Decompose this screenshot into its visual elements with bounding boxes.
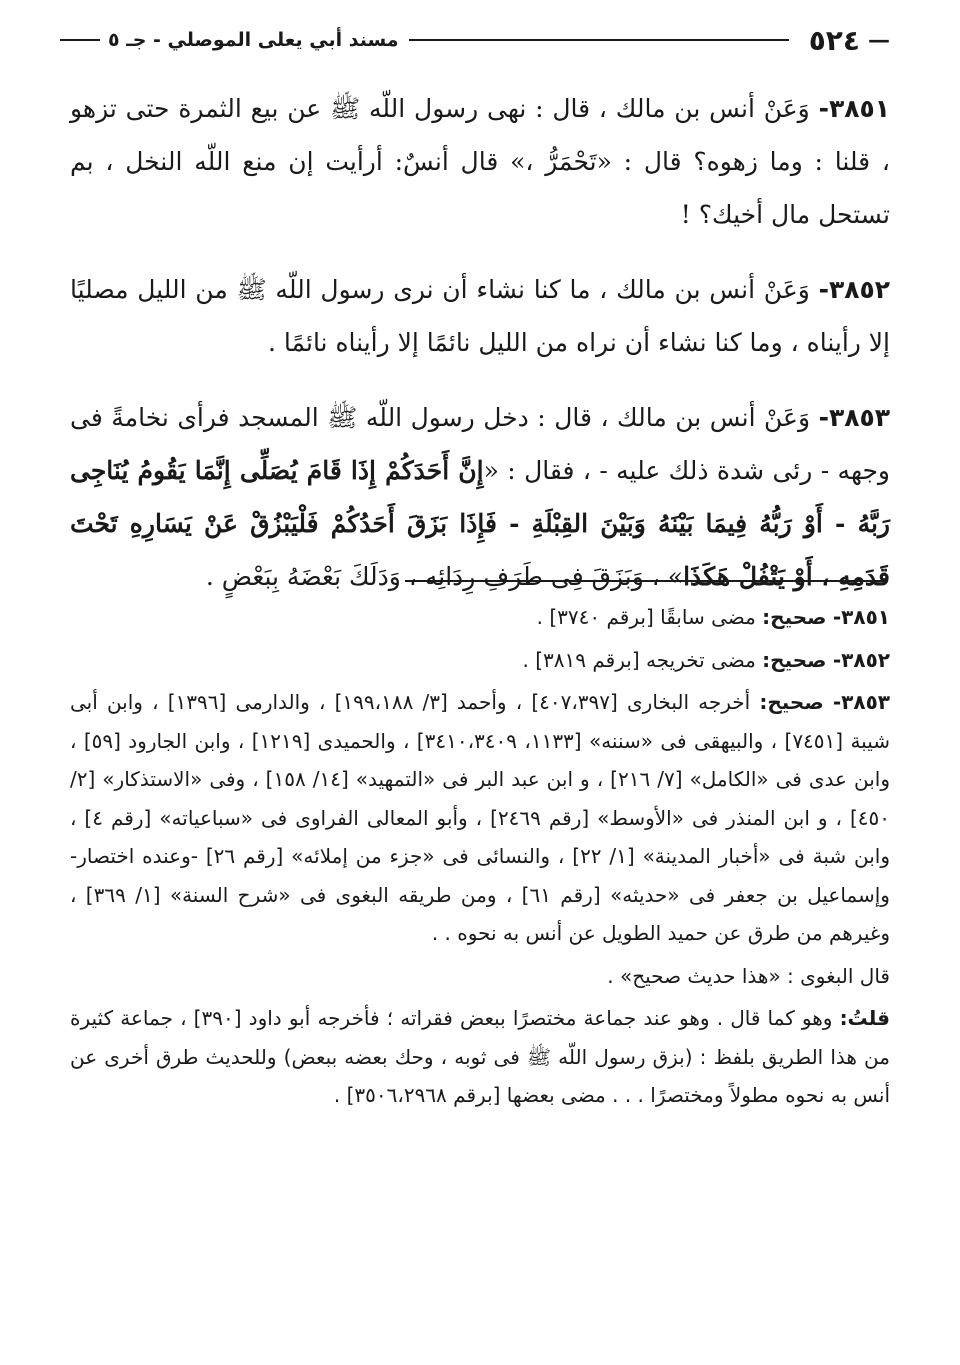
- footnote-separator: [405, 580, 885, 582]
- qultu-note: [70, 999, 890, 1115]
- hadith-number: ٣٨٥٣-: [818, 403, 890, 432]
- hadith-body: [70, 82, 890, 625]
- page-header: [60, 22, 890, 58]
- page-number: ٥٢٤: [808, 23, 860, 57]
- header-dash: —: [868, 27, 890, 53]
- footnote-3853: [70, 683, 890, 953]
- header-rule-end: [60, 39, 100, 41]
- footnote-number: ٣٨٥٢-: [832, 647, 890, 672]
- hadith-3852: [70, 263, 890, 369]
- footnote-text: أخرجه البخارى [٤٠٧،٣٩٧] ، وأحمد [٣/ ١٩٩،١٨٨] ، والدارمى [١٣٩٦] ، وابن أبى شيبة [٧٤٥١] ، والبيهقى فى «سننه» [١١٣٣، ٣٤١٠،٣٤٠٩] ، والحميدى [١٢١٩] ، وابن الجارود [٥٩] ، وابن عدى فى «الكامل» [٧/ ٢١٦] ، و ابن عبد البر فى «التمهيد» [١٤/ ١٥٨] ، وفى «الاستذكار» [٢/ ٤٥٠] ، و ابن المنذر فى «الأوسط» [رقم ٢٤٦٩] ، وأبو المعالى الفراوى فى «سباعياته» [رقم ٤] ، وابن شبة فى «أخبار المدينة» [١/ ٢٢] ، والنسائى فى «جزء من إملائه» [رقم ٢٦] -وعنده اختصار- وإسماعيل بن جعفر فى «حديثه» [رقم ٦١] ، ومن طريقه البغوى فى «شرح السنة» [١/ ٣٦٩] ، وغيرهم من طرق عن حميد الطويل عن أنس به نحوه . .: [70, 690, 890, 945]
- hadith-prophetic-quote: إِنَّ أَحَدَكُمْ إِذَا قَامَ يُصَلِّى إِنَّمَا يَقُومُ يُنَاجِى رَبَّهُ - أَوْ رَبُّهُ فِيمَا بَيْنَهُ وَبَيْنَ القِبْلَةِ - فَإِذَا بَزَقَ أَحَدُكُمْ فَلْيَبْزُقْ عَنْ يَسَارِهِ تَحْتَ قَدَمِهِ ، أَوْ يَتْفُلْ هَكَذَا: [70, 456, 890, 591]
- book-title: مسند أبي يعلى الموصلي - جـ ٥: [108, 29, 399, 51]
- footnote-number: ٣٨٥١-: [832, 605, 890, 629]
- footnote-number: ٣٨٥٣-: [832, 690, 890, 714]
- hadith-3851: [70, 82, 890, 241]
- hadith-text-before: وَعَنْ أنس بن مالك ، قال : دخل رسول اللّه ﷺ المسجد فرأى نخامةً فى وجهه - رئى شدة ذلك عليه - ، فقال : «: [70, 403, 890, 485]
- hadith-text: وَعَنْ أنس بن مالك ، قال : نهى رسول اللّه ﷺ عن بيع الثمرة حتى تزهو ، قلنا : وما زهوه؟ قال : «تَحْمَرُّ ،» قال أنسٌ: أرأيت إن منع اللّه النخل ، بم تستحل مال أخيك؟ !: [70, 94, 890, 229]
- hadith-text: وَعَنْ أنس بن مالك ، ما كنا نشاء أن نرى رسول اللّه ﷺ من الليل مصليًا إلا رأيناه ، وما كنا نشاء أن نراه من الليل نائمًا إلا رأيناه نائمًا .: [70, 275, 890, 357]
- footnote-3851: [70, 598, 890, 637]
- footnote-text: مضى سابقًا [برقم ٣٧٤٠] .: [536, 605, 756, 629]
- footnote-grade: صحيح:: [759, 690, 824, 714]
- hadith-number: ٣٨٥١-: [818, 94, 890, 123]
- hadith-text-after: » ، وَبَزَقَ فِى طَرَفِ رِدَائِه ، وَدَلَكَ بَعْضَهُ بِبَعْضٍ .: [205, 562, 684, 591]
- baghawi-note: قال البغوى : «هذا حديث صحيح» .: [607, 963, 890, 988]
- footnote-grade: صحيح:: [762, 605, 827, 629]
- footnote-text: مضى تخريجه [برقم ٣٨١٩] .: [522, 647, 756, 672]
- footnote-3852: [70, 641, 890, 680]
- hadith-number: ٣٨٥٢-: [818, 275, 890, 304]
- header-rule: [409, 39, 789, 41]
- footnotes: [70, 598, 890, 1119]
- qultu-text: وهو كما قال . وهو عند جماعة مختصرًا ببعض فقراته ؛ فأخرجه أبو داود [٣٩٠] ، جماعة كثيرة من هذا الطريق بلفظ : (بزق رسول اللّه ﷺ فى ثوبه ، وحك بعضه ببعض) وللحديث طرق أخرى عن أنس به نحوه مطولاً ومختصرًا . . . مضى بعضها [برقم ٣٥٠٦،٢٩٦٨] .: [70, 1006, 890, 1107]
- hadith-3853: [70, 391, 890, 603]
- qultu-label: قلتُ:: [839, 1006, 890, 1030]
- footnote-grade: صحيح:: [762, 647, 827, 672]
